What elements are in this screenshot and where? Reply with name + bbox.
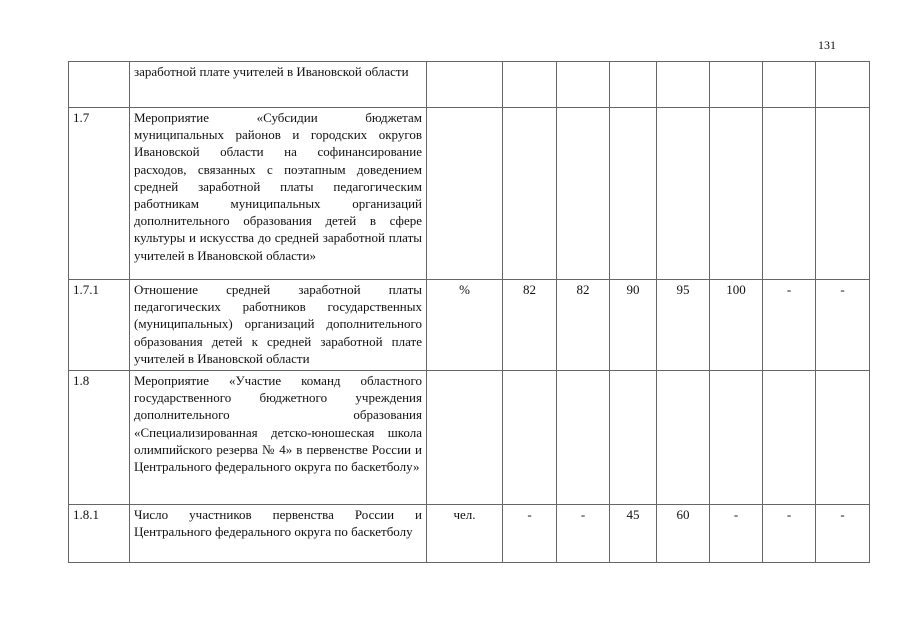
row-description: заработной плате учителей в Ивановской области — [130, 62, 427, 108]
row-unit — [427, 108, 503, 280]
row-value — [710, 62, 763, 108]
row-value: 82 — [557, 280, 610, 371]
row-value — [610, 108, 657, 280]
row-value — [657, 108, 710, 280]
table-row — [69, 108, 870, 280]
row-value — [763, 108, 816, 280]
row-unit: % — [427, 280, 503, 371]
row-value: 90 — [610, 280, 657, 371]
row-number: 1.8.1 — [69, 505, 130, 563]
row-number — [69, 62, 130, 108]
row-description: Мероприятие «Участие команд областного государственного бюджетного учреждения дополнительного образования «Специализированная детско-юношеская школа олимпийского резерва № 4» в первенстве России и Центрального федерального округа по баскетболу» — [130, 371, 427, 505]
row-unit — [427, 371, 503, 505]
row-value: 60 — [657, 505, 710, 563]
row-value: 95 — [657, 280, 710, 371]
row-value: - — [816, 280, 870, 371]
table-row — [69, 505, 870, 563]
row-value — [557, 108, 610, 280]
row-value — [816, 62, 870, 108]
row-value — [557, 62, 610, 108]
row-value: 82 — [503, 280, 557, 371]
row-unit — [427, 62, 503, 108]
row-value — [557, 371, 610, 505]
row-value — [657, 62, 710, 108]
row-value: - — [503, 505, 557, 563]
row-description: Число участников первенства России и Центрального федерального округа по баскетболу — [130, 505, 427, 563]
page-number: 131 — [818, 38, 836, 52]
row-value — [610, 62, 657, 108]
row-value — [763, 62, 816, 108]
row-value — [657, 371, 710, 505]
row-unit: чел. — [427, 505, 503, 563]
row-value — [610, 371, 657, 505]
table-row — [69, 62, 870, 108]
row-value — [816, 108, 870, 280]
row-number: 1.8 — [69, 371, 130, 505]
row-value: - — [557, 505, 610, 563]
row-description: Мероприятие «Субсидии бюджетам муниципальных районов и городских округов Ивановской области на софинансирование расходов, связанных с поэтапным доведением средней заработной платы педагогическим работникам муниципальных организаций дополнительного образования детей в сфере культуры и искусства до средней заработной платы учителей в Ивановской области» — [130, 108, 427, 280]
table-row — [69, 371, 870, 505]
row-value: - — [710, 505, 763, 563]
row-value: 100 — [710, 280, 763, 371]
row-number: 1.7.1 — [69, 280, 130, 371]
indicators-table — [68, 61, 870, 563]
row-value — [816, 371, 870, 505]
row-value — [503, 371, 557, 505]
row-value — [503, 62, 557, 108]
row-number: 1.7 — [69, 108, 130, 280]
row-value — [503, 108, 557, 280]
row-value — [710, 108, 763, 280]
row-value: 45 — [610, 505, 657, 563]
row-value — [710, 371, 763, 505]
row-description: Отношение средней заработной платы педагогических работников государственных (муниципальных) организаций дополнительного образования детей к средней заработной плате учителей в Ивановской области — [130, 280, 427, 371]
row-value: - — [763, 505, 816, 563]
table-row — [69, 280, 870, 371]
row-value: - — [816, 505, 870, 563]
row-value — [763, 371, 816, 505]
row-value: - — [763, 280, 816, 371]
